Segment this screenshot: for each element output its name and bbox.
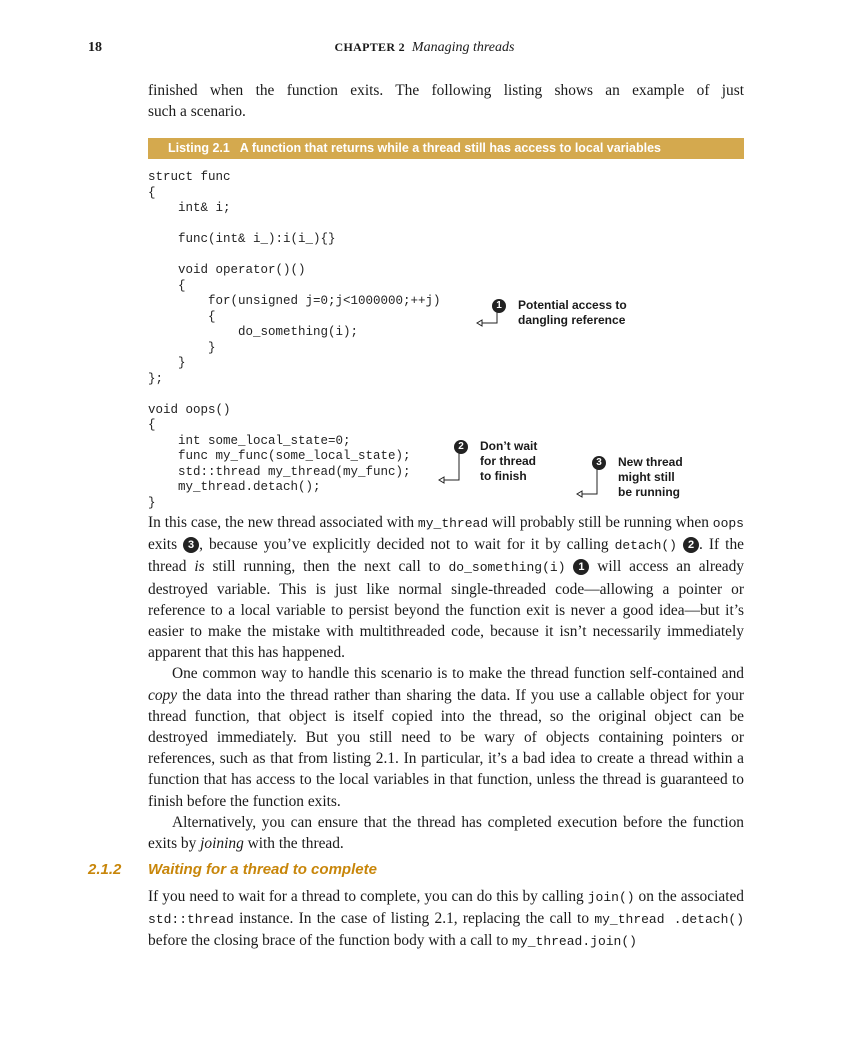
annotation-1-arrow — [476, 312, 500, 328]
listing-caption: A function that returns while a thread still has access to local variables — [239, 141, 661, 155]
paragraph-2 — [148, 663, 744, 811]
emphasis-copy: copy — [148, 686, 178, 704]
emphasis-joining: joining — [200, 835, 244, 853]
text-run: . If the thread — [148, 536, 744, 576]
text-run: exits — [148, 536, 184, 554]
inline-code-oops: oops — [712, 516, 744, 531]
page-number: 18 — [88, 40, 102, 55]
text-run: with the thread. — [243, 835, 344, 853]
annotation-1-line-1: Potential access to — [518, 298, 627, 312]
inline-code-detach: detach() — [614, 538, 677, 554]
text-run: will probably still be running when — [488, 514, 713, 531]
inline-code-my-thread-detach: my_thread .detach() — [594, 912, 744, 928]
listing-caption-bar — [148, 138, 744, 159]
text-run: before the closing brace of the function body with a call to — [148, 932, 513, 950]
section-number: 2.1.2 — [88, 861, 122, 878]
text-run: Alternatively, you can ensure that the thread has completed execution before the function exits by — [148, 813, 744, 853]
text-run: In this case, the new thread associated with — [148, 514, 418, 531]
annotation-2-line-3: to finish — [480, 469, 527, 483]
annotation-2-arrow — [438, 453, 462, 485]
body-paragraph-1 — [148, 512, 744, 854]
annotation-3-arrow — [576, 469, 600, 499]
callout-badge-1: 1 — [492, 299, 506, 313]
intro-line-1: finished when the function exits. The following listing shows an example of just — [148, 82, 744, 99]
annotation-3 — [592, 455, 683, 499]
annotation-3-line-1: New thread — [618, 455, 683, 469]
callout-badge-2: 2 — [454, 440, 468, 454]
inline-code-do-something: do_something(i) — [448, 560, 566, 576]
text-run: will access an already destroyed variable. This is just like normal single-threaded code—allowing a pointer or reference to a local variable to persist beyond the function exit is never a good idea—but it’s easier to make the mistake with multithreaded code, because it isn’t necessarily immediately apparent that this has happened. — [148, 558, 744, 662]
running-header — [0, 40, 849, 56]
callout-badge-3: 3 — [592, 456, 606, 470]
text-run: , because you’ve explicitly decided not to wait for it by calling — [199, 536, 615, 554]
annotation-3-line-3: be running — [618, 485, 680, 499]
inline-code-std-thread: std::thread — [148, 912, 234, 928]
inline-code-join: join() — [587, 890, 635, 905]
text-run: One common way to handle this scenario is to make the thread function self-contained and — [172, 665, 744, 683]
text-run: instance. In the case of listing 2.1, replacing the call to — [233, 910, 595, 928]
section-title: Waiting for a thread to complete — [148, 861, 377, 878]
inline-code-my-thread-join: my_thread.join() — [512, 934, 637, 950]
annotation-1-line-2: dangling reference — [518, 313, 626, 327]
callout-ref-1: 1 — [573, 559, 589, 575]
code-listing: struct func { int& i; func(int& i_):i(i_){} void operator()() { for(unsigned j=0;j<1000000;++j) { do_something(i); } } }; void oops() { int some_local_state=0; func my_func(some_local_state); std::thread my_thread(my_func); my_thread.detach(); } — [148, 170, 441, 510]
inline-code-my-thread: my_thread — [417, 516, 489, 531]
chapter-label: CHAPTER 2 — [334, 40, 405, 54]
text-run: on the associated — [634, 888, 744, 905]
callout-ref-2: 2 — [683, 537, 699, 553]
body-paragraph-4 — [148, 886, 744, 953]
annotation-2-line-1: Don’t wait — [480, 439, 538, 453]
annotation-1 — [492, 298, 627, 327]
text-run: the data into the thread rather than sharing the data. If you use a callable object for your thread function, that object is itself copied into the thread, so the original object can be destroyed immediately. But you still need to be wary of objects containing pointers or references, such as that from listing 2.1. In particular, it’s a bad idea to create a thread within a function that has access to the local variables in that function, unless the thread is guaranteed to finish before the function exits. — [148, 686, 744, 810]
intro-paragraph — [148, 80, 744, 122]
intro-line-2: such a scenario. — [148, 103, 246, 121]
text-run: If you need to wait for a thread to complete, you can do this by calling — [148, 888, 588, 905]
paragraph-4 — [148, 886, 744, 953]
annotation-3-line-2: might still — [618, 470, 675, 484]
annotation-2 — [454, 439, 538, 483]
text-run: still running, then the next call to — [204, 558, 449, 576]
chapter-title: Managing threads — [411, 40, 515, 55]
callout-ref-3: 3 — [183, 537, 199, 553]
listing-label: Listing 2.1 — [168, 141, 230, 155]
paragraph-1 — [148, 512, 744, 663]
annotation-2-line-2: for thread — [480, 454, 537, 468]
paragraph-3 — [148, 812, 744, 854]
emphasis-is: is — [194, 558, 205, 576]
